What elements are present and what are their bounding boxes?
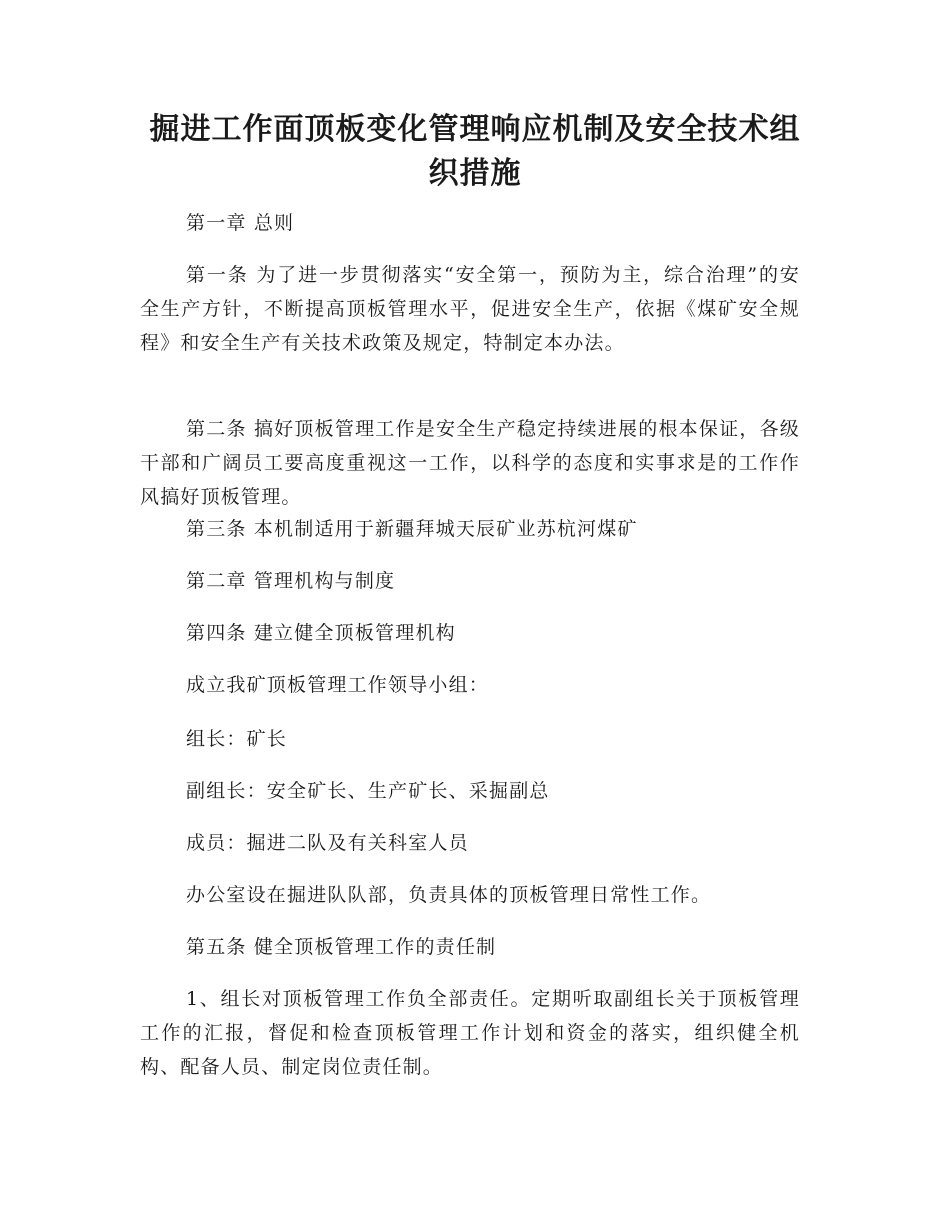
article-paragraph: 第四条 建立健全顶板管理机构 (186, 622, 456, 644)
chapter-heading: 第二章 管理机构与制度 (186, 570, 396, 592)
article-paragraph: 第五条 健全顶板管理工作的责任制 (186, 936, 497, 958)
body-paragraph: 1、组长对顶板管理工作负全部责任。定期听取副组长关于顶板管理工作的汇报，督促和检查顶板管理工作计划和资金的落实，组织健全机构、配备人员、制定岗位责任制。 (140, 988, 800, 1078)
body-paragraph: 成员：掘进二队及有关科室人员 (186, 832, 469, 854)
body-paragraph: 组长：矿长 (186, 728, 288, 750)
article-paragraph: 第三条 本机制适用于新疆拜城天辰矿业苏杭河煤矿 (186, 518, 638, 540)
body-paragraph: 副组长：安全矿长、生产矿长、采掘副总 (186, 780, 550, 802)
body-paragraph: 办公室设在掘进队队部，负责具体的顶板管理日常性工作。 (186, 884, 712, 906)
body-paragraph: 成立我矿顶板管理工作领导小组： (186, 674, 490, 696)
chapter-heading: 第一章 总则 (186, 212, 295, 234)
document-title: 掘进工作面顶板变化管理响应机制及安全技术组织措施 (149, 112, 801, 191)
article-paragraph: 第二条 搞好顶板管理工作是安全生产稳定持续进展的根本保证，各级干部和广阔员工要高度重视这一工作，以科学的态度和实事求是的工作作风搞好顶板管理。 (140, 418, 800, 508)
article-paragraph: 第一条 为了进一步贯彻落实“安全第一，预防为主，综合治理”的安全生产方针，不断提高顶板管理水平，促进安全生产，依据《煤矿安全规程》和安全生产有关技术政策及规定，特制定本办法。 (140, 264, 800, 354)
